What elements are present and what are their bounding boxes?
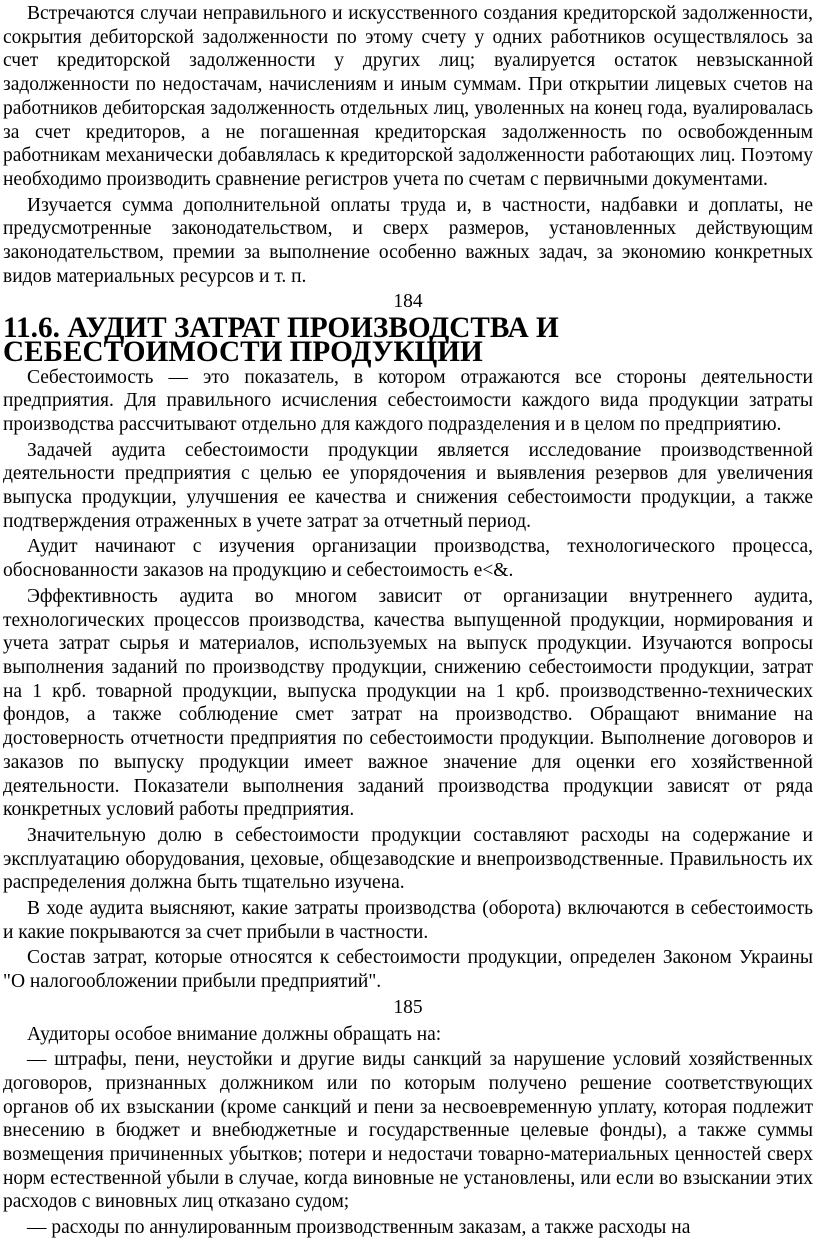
paragraph-audit-start: Аудит начинают с изучения организации производства, технологического процесса, обоснованности заказов на продукцию и себестоимость е<&.	[3, 536, 813, 582]
page-number: 185	[393, 996, 423, 1018]
paragraph-additional-pay: Изучается сумма дополнительной оплаты труда и, в частности, надбавки и доплаты, не предусмотренные законодательством, и сверх размеров, установленных действующим законодательством, премии за выполнение особенно важных задач, за экономию конкретных видов материальных ресурсов и т. п.	[3, 194, 813, 287]
list-item-penalties: — штрафы, пени, неустойки и другие виды санкций за нарушение условий хозяйственных договоров, признанных должником или по которым получено решение соответствующих органов об их взыскании (кроме санкций и пени за несвоевременную уплату, которая подлежит внесению в бюджет и внебюджетные и государственные целевые фонды), а также суммы возмещения причиненных убытков; потери и недостачи товарно-материальных ценностей сверх норм естественной убыли в случае, когда виновные не установлены, или если во взыскании этих расходов с виновных лиц отказано судом;	[3, 1049, 813, 1213]
paragraph-equipment-costs: Значительную долю в себестоимости продукции составляют расходы на содержание и эксплуатацию оборудования, цеховые, общезаводские и внепроизводственные. Правильность их распределения должна быть тщательно изучена.	[3, 824, 813, 894]
paragraph-cost-inclusion: В ходе аудита выясняют, какие затраты производства (оборота) включаются в себестоимость и какие покрываются за счет прибыли в частности.	[3, 898, 813, 943]
paragraph-audit-efficiency: Эффективность аудита во многом зависит от организации внутреннего аудита, технологических процессов производства, качества выпущенной продукции, нормирования и учета затрат сырья и материалов, используемых на выпуск продукции. Изучаются вопросы выполнения заданий по производству продукции, снижению себестоимости продукции, затрат на 1 крб. товарной продукции, выпуска продукции на 1 крб. производственно-технических фондов, а также соблюдение смет затрат на производство. Обращают внимание на достоверность отчетности предприятия по себестоимости продукции. Выполнение договоров и заказов по выпуску продукции имеет важное значение для оценки его хозяйственной деятельности. Показатели выполнения заданий производства продукции зависят от ряда конкретных условий работы предприятия.	[3, 585, 813, 821]
paragraph-creditor-debt: Встречаются случаи неправильного и искусственного создания кредиторской задолженности, сокрытия дебиторской задолженности по этому счету у одних работников осуществлялось за счет кредиторской задолженности у других лиц; вуалируется остаток невзысканной задолженности по недостачам, начислениям и иным суммам. При открытии лицевых счетов на работников дебиторская задолженность отдельных лиц, уволенных на конец года, вуалировалась за счет кредиторов, а не погашенная кредиторская задолженность по освобожденным работникам механически добавлялась к кредиторской задолженности работающих лиц. Поэтому необходимо производить сравнение регистров учета по счетам с первичными документами.	[3, 3, 813, 190]
page-number: 184	[393, 291, 423, 313]
paragraph-audit-task: Задачей аудита себестоимости продукции является исследование производственной деятельности предприятия с целью ее упорядочения и выявления резервов для увеличения выпуска продукции, улучшения ее качества и снижения себестоимости продукции, а также подтверждения отраженных в учете затрат за отчетный период.	[3, 439, 813, 532]
paragraph-cost-definition: Себестоимость — это показатель, в котором отражаются все стороны деятельности предприятия. Для правильного исчисления себестоимости каждого вида продукции затраты производства рассчитывают отдельно для каждого подразделения и в целом по предприятию.	[3, 366, 813, 435]
paragraph-attention-intro: Аудиторы особое внимание должны обращать на:	[27, 1023, 442, 1045]
list-item-cancelled-orders: — расходы по аннулированным производственным заказам, а также расходы на	[27, 1217, 691, 1239]
section-heading: 11.6. АУДИТ ЗАТРАТ ПРОИЗВОДСТВА И СЕБЕСТОИМОСТИ ПРОДУКЦИИ	[3, 312, 559, 368]
paragraph-law-reference: Состав затрат, которые относятся к себестоимости продукции, определен Законом Украины "О налогообложении прибыли предприятий".	[3, 947, 813, 993]
